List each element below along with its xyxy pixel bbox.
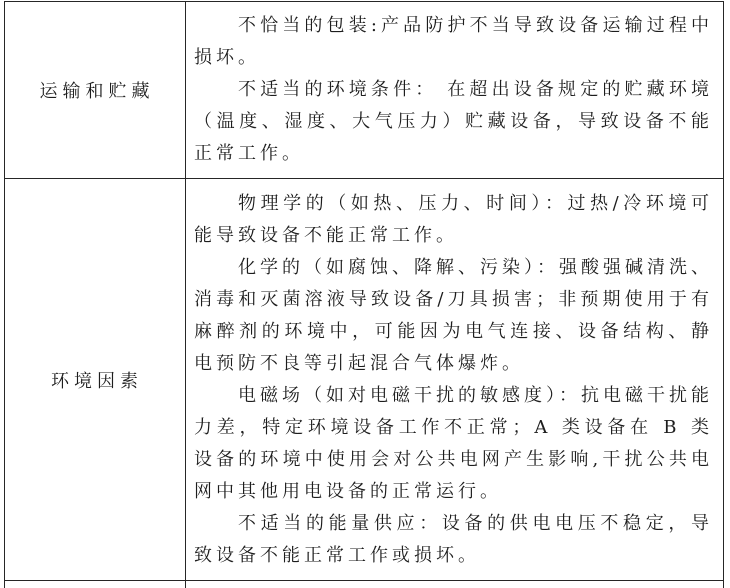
table-row-transport-storage [5, 2, 724, 179]
row-content-transport-storage [186, 2, 724, 179]
row-content-empty [186, 581, 724, 588]
row-label-empty [5, 581, 186, 588]
table-row-next-partial [5, 581, 724, 588]
paragraph-physical-factors: 物理学的（如热、压力、时间）：过热/冷环境可能导致设备不能正常工作。 [194, 192, 713, 246]
paragraph-improper-power-supply: 不适当的能量供应：设备的供电电压不稳定，导致设备不能正常工作或损坏。 [194, 512, 713, 566]
table-row-environmental-factors [5, 179, 724, 581]
row-label-transport-storage: 运输和贮藏 [5, 2, 186, 179]
paragraph-improper-packaging: 不恰当的包装:产品防护不当导致设备运输过程中损坏。 [194, 15, 713, 68]
row-content-environmental-factors [186, 179, 724, 581]
paragraph-improper-storage-conditions: 不适当的环境条件： 在超出设备规定的贮藏环境（温度、湿度、大气压力）贮藏设备，导致设备不能正常工作。 [194, 79, 713, 164]
row-label-environmental-factors: 环境因素 [5, 179, 186, 581]
paragraph-chemical-factors: 化学的（如腐蚀、降解、污染）：强酸强碱清洗、消毒和灭菌溶液导致设备/刀具损害；非预期使用于有麻醉剂的环境中，可能因为电气连接、设备结构、静电预防不良等引起混合气体爆炸。 [194, 256, 713, 374]
hazard-factors-table [4, 1, 724, 588]
paragraph-electromagnetic-field: 电磁场（如对电磁干扰的敏感度）：抗电磁干扰能力差，特定环境设备工作不正常；A 类设备在 B 类设备的环境中使用会对公共电网产生影响,干扰公共电网中其他用电设备的正常运行。 [194, 384, 713, 502]
